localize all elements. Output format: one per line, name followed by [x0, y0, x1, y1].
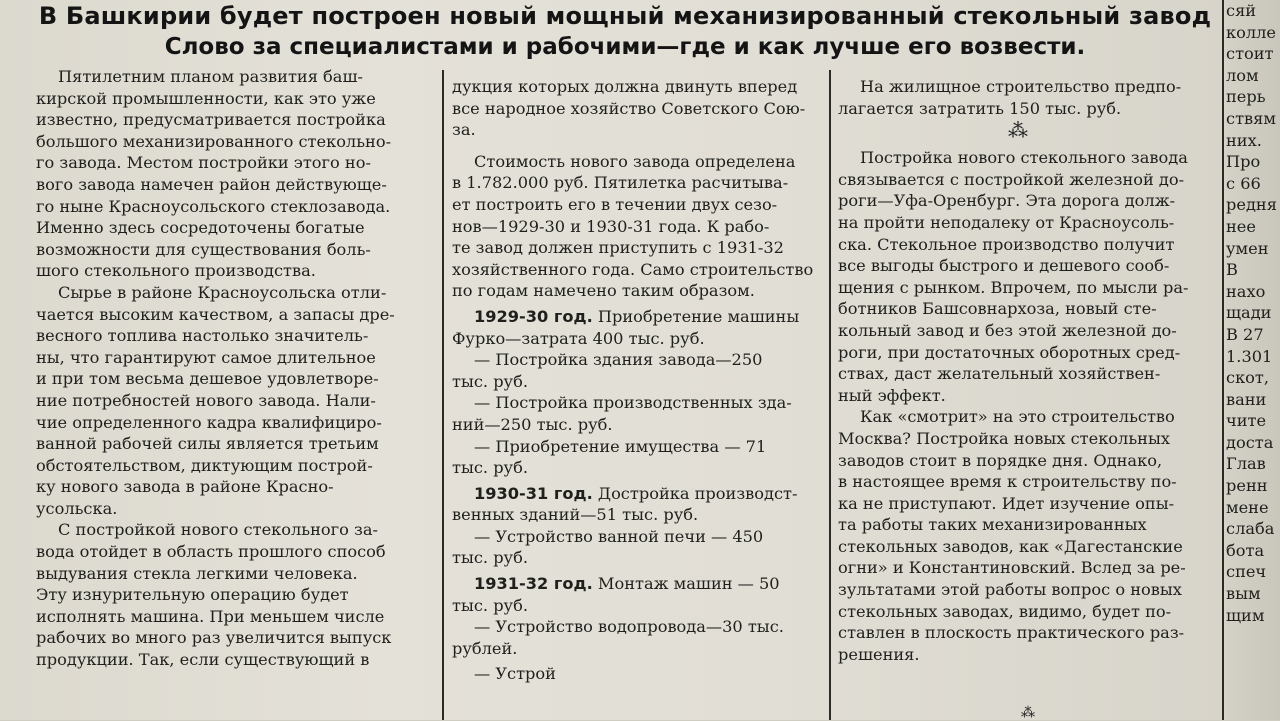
text-line: бота	[1226, 540, 1265, 560]
text-line: известно, предусматривается постройка	[36, 110, 386, 130]
text-line: умен	[1226, 238, 1269, 258]
text-line: ренн	[1226, 476, 1268, 496]
text-line: все выгоды быстрого и дешевого сооб-	[838, 256, 1170, 276]
text-line: Именно здесь сосредоточены богатые	[36, 218, 365, 238]
text-line: 1.301	[1226, 346, 1273, 366]
year-1930-31-line	[452, 483, 824, 505]
text-line: Глав	[1226, 454, 1266, 474]
text-line: В 27	[1226, 324, 1264, 344]
text-line: вого завода намечен район действующе-	[36, 174, 387, 194]
text-line: — Постройка здания завода—250	[474, 350, 763, 370]
text-line: тыс. руб.	[452, 458, 528, 478]
asterism-ornament: ⁂	[1008, 118, 1028, 142]
text-line: выдувания стекла легкими человека.	[36, 563, 358, 583]
column-rule-1	[442, 70, 444, 720]
text-line: на пройти неподалеку от Красноусоль-	[838, 212, 1175, 232]
year-label: 1931-32 год.	[474, 574, 593, 594]
text-line: весного топлива настолько значитель-	[36, 326, 369, 346]
text-line: тыс. руб.	[452, 548, 528, 568]
text-line: с 66	[1226, 173, 1261, 193]
adjacent-column-fragment	[1226, 0, 1280, 720]
text-line: Пятилетним планом развития баш-	[58, 67, 363, 86]
text-line: все народное хозяйство Советского Сою-	[452, 98, 806, 118]
text-line: заводов стоит в порядке дня. Однако,	[838, 450, 1163, 470]
column-rule-2	[829, 70, 831, 720]
text-line: ние потребностей нового завода. Нали-	[36, 390, 376, 410]
text-line: скот,	[1226, 368, 1270, 388]
text-line: исполнять машина. При меньшем числе	[36, 606, 385, 626]
text-line: Эту изнурительную операцию будет	[36, 585, 349, 605]
year-1929-30-line	[452, 306, 824, 328]
text-line: Про	[1226, 152, 1261, 172]
text-line: ны, что гарантируют самое длительное	[36, 347, 376, 367]
text-line: в 1.782.000 руб. Пятилетка расчитыва-	[452, 173, 789, 193]
text-line: в настоящее время к строительству по-	[838, 472, 1177, 492]
text-line: Монтаж машин — 50	[597, 574, 780, 594]
text-line: та работы таких механизированных	[838, 515, 1147, 535]
article-column-1	[36, 66, 436, 671]
text-line: ванной рабочей силы является третьим	[36, 434, 379, 454]
text-line: редня	[1226, 195, 1277, 215]
text-line: хозяйственного года. Само строительство	[452, 259, 814, 279]
text-line: сяй	[1226, 1, 1257, 20]
text-line: обстоятельством, диктующим построй-	[36, 455, 373, 475]
text-line: слаба	[1226, 519, 1275, 539]
text-line: перь	[1226, 87, 1266, 107]
text-line: связывается с постройкой железной до-	[838, 169, 1185, 189]
text-line: Достройка производст-	[597, 483, 798, 503]
text-line: роги—Уфа-Оренбург. Эта дорога долж-	[838, 191, 1176, 211]
text-line: тыс. руб.	[452, 595, 528, 615]
text-line: и при том весьма дешевое удовлетворе-	[36, 369, 379, 389]
page-edge-rule	[1222, 0, 1224, 720]
text-line: них.	[1226, 130, 1262, 150]
year-label: 1929-30 год.	[474, 306, 593, 326]
text-line: тыс. руб.	[452, 371, 528, 391]
text-line: большого механизированного стекольно-	[36, 131, 392, 151]
text-line: стекольных заводов, как «Дагестанские	[838, 536, 1183, 556]
headline-sub: Слово за специалистами и рабочими—где и как лучше его возвести.	[164, 34, 1086, 60]
article-column-2	[452, 76, 824, 685]
text-line: доста	[1226, 432, 1274, 452]
article-column-3	[838, 76, 1220, 665]
text-line: вода отойдет в область прошлого способ	[36, 542, 386, 562]
text-line: рабочих во много раз увеличится выпуск	[36, 628, 392, 648]
text-line: стекольных заводах, видимо, будет по-	[838, 601, 1172, 621]
text-line: Сырье в районе Красноусольска отли-	[58, 282, 387, 302]
text-line: дукция которых должна двинуть вперед	[452, 77, 798, 96]
text-line: — Устройство водопровода—30 тыс.	[474, 617, 784, 637]
text-line: по годам намечено таким образом.	[452, 281, 755, 301]
text-line: лагается затратить 150 тыс. руб.	[838, 98, 1122, 118]
year-1931-32-line	[452, 573, 824, 595]
text-line: Фурко—затрата 400 тыс. руб.	[452, 328, 705, 348]
asterism-ornament-bottom: ⁂	[1021, 705, 1035, 721]
text-line: роги, при достаточных оборотных сред-	[838, 342, 1181, 362]
text-line: стоит	[1226, 44, 1274, 64]
text-line: ботников Башсовнархоза, новый сте-	[838, 299, 1157, 319]
text-line: ствах, даст желательный хозяйствен-	[838, 364, 1161, 384]
text-line: возможности для существования боль-	[36, 239, 371, 259]
headline-main: В Башкирии будет построен новый мощный механизированный стекольный завод	[38, 2, 1212, 30]
text-line: ствям	[1226, 108, 1276, 128]
text-line: нее	[1226, 216, 1256, 236]
text-line: ставлен в плоскость практического раз-	[838, 623, 1185, 643]
text-line: колле	[1226, 22, 1277, 42]
text-line: щим	[1226, 605, 1265, 625]
text-line: спеч	[1226, 562, 1267, 582]
text-line: — Устрой	[474, 664, 556, 684]
text-line: Стоимость нового завода определена	[474, 151, 796, 171]
text-line: — Устройство ванной печи — 450	[474, 526, 764, 546]
text-line: С постройкой нового стекольного за-	[58, 520, 378, 540]
text-line: На жилищное строительство предпо-	[860, 77, 1182, 96]
text-line: Постройка нового стекольного завода	[860, 148, 1188, 168]
text-line: щения с рынком. Впрочем, по мысли ра-	[838, 277, 1189, 297]
text-line: щади	[1226, 303, 1272, 323]
text-line: мене	[1226, 497, 1269, 517]
text-line: ка не приступают. Идет изучение опы-	[838, 493, 1175, 513]
text-line: ска. Стекольное производство получит	[838, 234, 1175, 254]
text-line: ний—250 тыс. руб.	[452, 414, 613, 434]
text-line: го завода. Местом постройки этого но-	[36, 153, 371, 173]
text-line: решения.	[838, 644, 920, 664]
text-line: В	[1226, 260, 1238, 280]
text-line: ет построить его в течении двух сезо-	[452, 194, 778, 214]
text-line: Как «смотрит» на это строительство	[860, 407, 1175, 427]
text-line: чается высоким качеством, а запасы дре-	[36, 304, 395, 324]
text-line: вани	[1226, 389, 1267, 409]
text-line: го ныне Красноусольского стеклозавода.	[36, 196, 391, 216]
text-line: чите	[1226, 411, 1267, 431]
text-line: лом	[1226, 65, 1259, 85]
text-line: за.	[452, 120, 476, 140]
text-line: — Постройка производственных зда-	[474, 393, 792, 413]
text-line: зультатами этой работы вопрос о новых	[838, 580, 1182, 600]
text-line: огни» и Константиновский. Вслед за ре-	[838, 558, 1186, 578]
text-line: усольска.	[36, 498, 118, 518]
text-line: Москва? Постройка новых стекольных	[838, 428, 1170, 448]
text-line: — Приобретение имущества — 71	[474, 436, 767, 456]
text-line: кирской промышленности, как это уже	[36, 88, 376, 108]
text-line: ный эффект.	[838, 385, 946, 405]
text-line: рублей.	[452, 638, 518, 658]
text-line: нов—1929-30 и 1930-31 года. К рабо-	[452, 216, 770, 236]
text-line: чие определенного кадра квалифициро-	[36, 412, 382, 432]
text-line: венных зданий—51 тыс. руб.	[452, 505, 699, 525]
text-line: Приобретение машины	[597, 306, 800, 326]
text-line: вым	[1226, 584, 1261, 604]
text-line: продукции. Так, если существующий в	[36, 650, 370, 670]
text-line: нахо	[1226, 281, 1266, 301]
text-line: ку нового завода в районе Красно-	[36, 477, 334, 497]
year-label: 1930-31 год.	[474, 483, 593, 503]
text-line: шого стекольного производства.	[36, 261, 316, 281]
text-line: те завод должен приступить с 1931-32	[452, 238, 784, 258]
text-line: кольный завод и без этой железной до-	[838, 320, 1177, 340]
